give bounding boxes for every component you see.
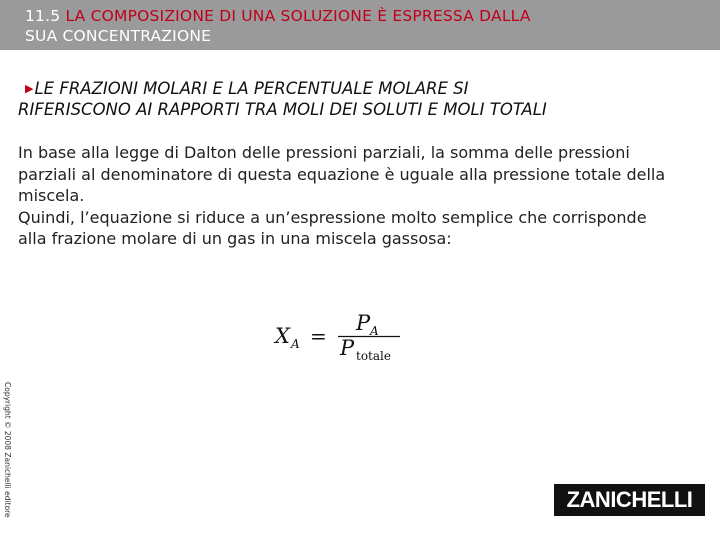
formula-numerator-subscript: A	[370, 324, 379, 338]
formula-numerator-variable: P	[356, 311, 371, 335]
formula-denominator-subscript: totale	[356, 349, 391, 363]
bullet-line-1: LE FRAZIONI MOLARI E LA PERCENTUALE MOLARE SI	[34, 79, 469, 98]
title-white-part: SUA CONCENTRAZIONE	[25, 27, 212, 45]
formula-denominator-variable: P	[340, 336, 355, 360]
paragraph-1: In base alla legge di Dalton delle pressioni parziali, la somma delle pressioni parziali al denominatore di questa equazione è uguale alla pressione totale della miscela.	[18, 143, 666, 205]
zanichelli-logo: ZANICHELLI	[554, 484, 705, 516]
bullet-heading	[18, 78, 708, 120]
section-number: 11.5	[25, 7, 61, 25]
formula-equals-sign: =	[310, 324, 327, 348]
title-bar	[0, 0, 720, 50]
formula-graphic	[270, 308, 410, 364]
paragraph-2: Quindi, l’equazione si riduce a un’espressione molto semplice che corrisponde alla frazione molare di un gas in una miscela gassosa:	[18, 207, 647, 248]
slide-title	[25, 6, 705, 46]
body-text	[18, 142, 678, 250]
mole-fraction-formula	[270, 308, 410, 364]
play-triangle-icon: ▶	[25, 82, 34, 95]
copyright-notice	[3, 382, 13, 518]
copyright-text: Copyright © 2008 Zanichelli editore	[3, 382, 12, 518]
formula-lhs-subscript: A	[291, 337, 300, 351]
formula-lhs-variable: X	[275, 324, 290, 348]
bullet-line-2: RIFERISCONO AI RAPPORTI TRA MOLI DEI SOLUTI E MOLI TOTALI	[18, 100, 547, 119]
title-red-part: LA COMPOSIZIONE DI UNA SOLUZIONE È ESPRESSA DALLA	[65, 7, 531, 25]
